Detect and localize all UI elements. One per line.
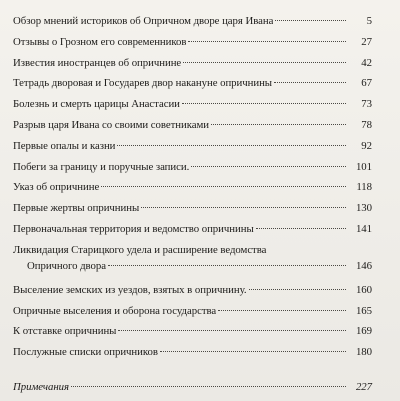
toc-entry-page: 130 xyxy=(355,202,372,215)
toc-entry-title: Отзывы о Грозном его современников xyxy=(13,35,187,48)
toc-entry[interactable] xyxy=(13,324,372,345)
toc-entry-page: 78 xyxy=(361,118,372,131)
toc-entry-title-line2-wrapper xyxy=(13,259,372,277)
toc-entry-page: 146 xyxy=(355,259,372,272)
dot-leader xyxy=(191,166,346,167)
toc-entry-page: 141 xyxy=(355,222,372,235)
toc-entry[interactable] xyxy=(13,56,372,77)
toc-entry-page: 101 xyxy=(355,160,372,173)
toc-entry-title: Указ об опричнине xyxy=(13,181,100,194)
notes-entry[interactable] xyxy=(13,380,372,401)
toc-entry-title-line1: Ликвидация Старицкого удела и расширение ведомства xyxy=(13,243,267,256)
toc-entry-page: 160 xyxy=(355,283,372,296)
toc-entry-page: 118 xyxy=(356,181,372,194)
dot-leader xyxy=(274,82,346,83)
toc-entry-page: 180 xyxy=(355,346,372,359)
toc-entry-page: 5 xyxy=(366,15,372,27)
toc-entry[interactable] xyxy=(13,345,372,366)
table-of-contents xyxy=(13,14,372,401)
toc-entry-title: Выселение земских из уездов, взятых в опричнину. xyxy=(13,283,247,296)
toc-entry[interactable] xyxy=(13,201,372,222)
dot-leader xyxy=(160,351,346,352)
toc-entry[interactable] xyxy=(13,304,372,325)
toc-entry[interactable] xyxy=(13,243,372,283)
dot-leader xyxy=(211,124,346,125)
toc-entry[interactable] xyxy=(13,180,372,201)
toc-entry-title: К отставке опричнины xyxy=(13,325,117,338)
toc-entry[interactable] xyxy=(13,283,372,304)
dot-leader xyxy=(183,62,346,63)
toc-entry-page: 165 xyxy=(355,304,372,317)
toc-entry-title: Обзор мнений историков об Опричном дворе царя Ивана xyxy=(13,15,274,27)
dot-leader xyxy=(117,145,346,146)
toc-entry[interactable] xyxy=(13,222,372,243)
toc-entry[interactable] xyxy=(13,14,372,35)
notes-title: Примечания xyxy=(13,380,69,393)
toc-entry-page: 169 xyxy=(355,325,372,338)
toc-entry-title: Разрыв царя Ивана со своими советниками xyxy=(13,118,209,131)
toc-entry[interactable] xyxy=(13,160,372,181)
toc-entry-title: Побеги за границу и поручные записи. xyxy=(13,160,190,173)
toc-entry-title: Первые опалы и казни xyxy=(13,139,116,152)
dot-leader xyxy=(108,265,346,266)
toc-entry-title: Послужные списки опричников xyxy=(13,346,158,359)
dot-leader xyxy=(256,228,346,229)
toc-entry-page: 42 xyxy=(361,56,372,69)
dot-leader xyxy=(141,207,346,208)
toc-entry-title: Известия иностранцев об опричнине xyxy=(13,56,182,69)
toc-entry[interactable] xyxy=(13,139,372,160)
toc-entry-page: 67 xyxy=(361,77,372,90)
dot-leader xyxy=(118,330,346,331)
toc-entry-title: Тетрадь дворовая и Государев двор накануне опричнины xyxy=(13,77,273,90)
toc-entry[interactable] xyxy=(13,35,372,56)
toc-entry-page: 92 xyxy=(361,139,372,152)
dot-leader xyxy=(218,310,346,311)
toc-entry[interactable] xyxy=(13,118,372,139)
dot-leader xyxy=(249,289,346,290)
dot-leader xyxy=(101,186,346,187)
toc-entry[interactable] xyxy=(13,76,372,97)
toc-entry-title: Опричные выселения и оборона государства xyxy=(13,304,217,317)
toc-entry-title: Первоначальная территория и ведомство опричнины xyxy=(13,222,254,235)
toc-entry-title: Болезнь и смерть царицы Анастасии xyxy=(13,98,180,111)
toc-entry-title: Первые жертвы опричнины xyxy=(13,202,140,215)
notes-page: 227 xyxy=(355,380,372,393)
toc-entry-title-line2: Опричного двора xyxy=(27,259,106,272)
dot-leader xyxy=(71,386,346,387)
dot-leader xyxy=(182,103,346,104)
toc-entry-page: 27 xyxy=(361,35,372,48)
toc-entry[interactable] xyxy=(13,97,372,118)
dot-leader xyxy=(275,20,346,21)
dot-leader xyxy=(188,41,346,42)
toc-entry-page: 73 xyxy=(361,98,372,111)
